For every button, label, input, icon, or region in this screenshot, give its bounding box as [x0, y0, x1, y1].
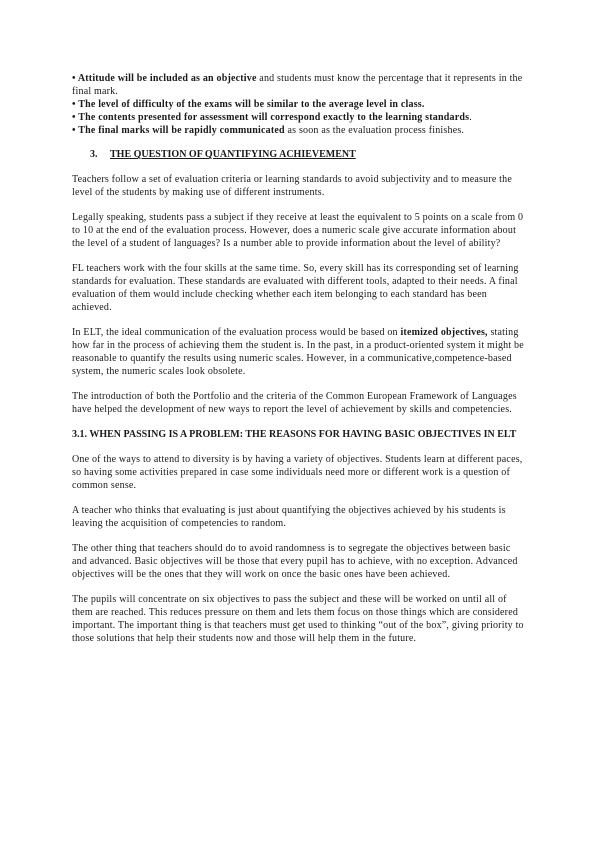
paragraph: The pupils will concentrate on six objectives to pass the subject and these will be worked on until all of them are reached. This reduces pressure on them and lets them focus on those things which are considered important. The important thing is that teachers must get used to thinking “out of the box”, giving priority to those solutions that help their students now and those will help them in the future.	[72, 594, 524, 644]
paragraph: The other thing that teachers should do to avoid randomness is to segregate the objectives between basic and advanced. Basic objectives will be those that every pupil has to achieve, with no exception. Advanced objectives will be the ones that they will work on once the basic ones have been achieved.	[72, 543, 518, 580]
paragraph-elt	[72, 326, 528, 378]
bullet-item	[72, 98, 528, 111]
bullet-list	[72, 72, 528, 137]
section-3-1-heading: 3.1. WHEN PASSING IS A PROBLEM: THE REASONS FOR HAVING BASIC OBJECTIVES IN ELT	[72, 429, 517, 440]
bullet-item	[72, 124, 528, 137]
bullet-item	[72, 111, 528, 124]
section-title: THE QUESTION OF QUANTIFYING ACHIEVEMENT	[110, 149, 356, 160]
bullet-bold-text: • The level of difficulty of the exams will be similar to the average level in class.	[72, 99, 425, 110]
document-page	[72, 72, 528, 657]
bullet-item	[72, 72, 528, 98]
bullet-bold-text: • The final marks will be rapidly communicated	[72, 125, 285, 136]
paragraph: A teacher who thinks that evaluating is just about quantifying the objectives achieved by his students is leaving the acquisition of competencies to random.	[72, 505, 506, 529]
paragraph: Legally speaking, students pass a subject if they receive at least the equivalent to 5 points on a scale from 0 to 10 at the end of the evaluation process. However, does a numeric scale give accurate information about the level of a student of languages? Is a number able to provide information about the level of ability?	[72, 212, 524, 249]
bullet-bold-text: • Attitude will be included as an objective	[72, 73, 257, 84]
section-number: 3.	[90, 149, 98, 160]
bullet-text: .	[469, 112, 472, 123]
paragraph-bold-text: itemized objectives,	[400, 327, 488, 338]
paragraph-text: stating how far in the process of achieving them the student is. In the past, in a product-oriented system it might be reasonable to quantify the results using numeric scales. However, in a communicative,competence-based system, the numeric scales look obsolete.	[72, 327, 524, 377]
bullet-text: and students must know the percentage that it represents in the final mark.	[72, 73, 523, 97]
paragraph: FL teachers work with the four skills at the same time. So, every skill has its corresponding set of learning standards for evaluation. These standards are evaluated with different tools, adapted to their needs. A final evaluation of them would include checking whether each item belonging to each standard has been achieved.	[72, 263, 519, 313]
paragraph: Teachers follow a set of evaluation criteria or learning standards to avoid subjectivity and to measure the level of the students by making use of different instruments.	[72, 174, 512, 198]
bullet-bold-text: • The contents presented for assessment will correspond exactly to the learning standards	[72, 112, 470, 123]
paragraph: The introduction of both the Portfolio and the criteria of the Common European Framework of Languages have helped the development of new ways to report the level of achievement by skills and competencies.	[72, 391, 517, 415]
paragraph: One of the ways to attend to diversity is by having a variety of objectives. Students learn at different paces, so having some activities prepared in case some individuals need more or different work is a question of common sense.	[72, 454, 523, 491]
section-3-heading	[90, 148, 528, 161]
bullet-text: as soon as the evaluation process finishes.	[284, 125, 465, 136]
paragraph-text: In ELT, the ideal communication of the evaluation process would be based on	[72, 327, 401, 338]
